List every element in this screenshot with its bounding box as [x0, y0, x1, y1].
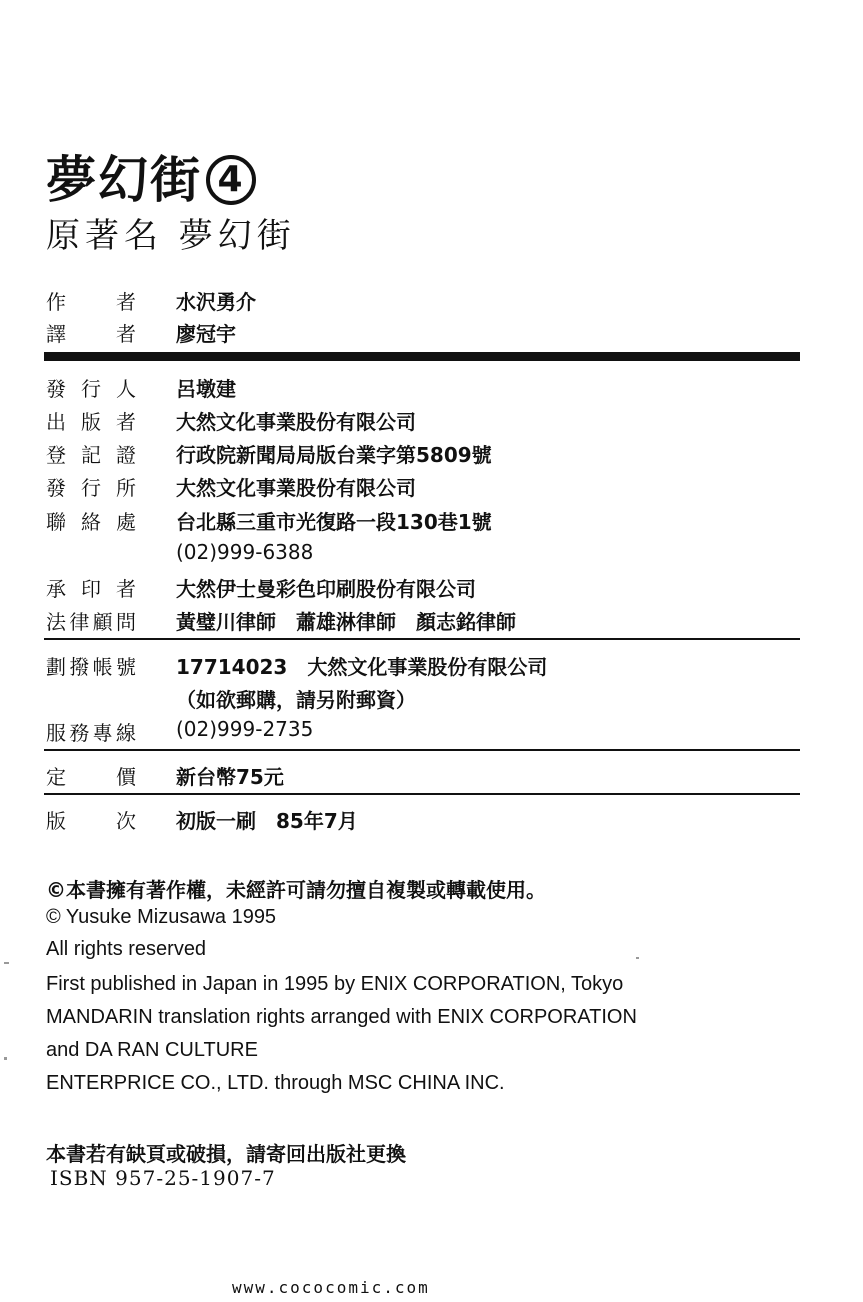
legal-counsel-value: 黃璧川律師 蕭雄淋律師 顏志銘律師: [176, 610, 516, 634]
price-value: 新台幣75元: [176, 765, 284, 789]
defect-notice: 本書若有缺頁或破損，請寄回出版社更換: [46, 1142, 406, 1166]
press-label: 出 版 者: [46, 410, 136, 434]
scan-speck: [4, 962, 9, 964]
service-line-value: (02)999-2735: [176, 717, 314, 741]
contact-label: 聯 絡 處: [46, 510, 136, 534]
registration-value: 行政院新聞局局版台業字第5809號: [176, 443, 492, 467]
copyright-line: © Yusuke Mizusawa 1995: [46, 906, 277, 928]
original-title: 原著名 夢幻街: [46, 216, 296, 256]
printer-label: 承 印 者: [46, 577, 136, 601]
divider-line-2: [44, 749, 800, 751]
footer-url: www.cococomic.com: [232, 1278, 430, 1297]
book-title-text: 夢幻街: [46, 151, 202, 209]
contact-phone-value: (02)999-6388: [176, 540, 314, 564]
copyright-line: First published in Japan in 1995 by ENIX CORPORATION, Tokyo: [46, 973, 624, 995]
price-label: 定 價: [46, 765, 136, 789]
press-value: 大然文化事業股份有限公司: [176, 410, 416, 434]
postal-account-label: 劃 撥 帳 號: [46, 655, 136, 679]
thick-divider: [44, 352, 800, 361]
isbn: ISBN 957-25-1907-7: [50, 1166, 276, 1190]
author-value: 水沢勇介: [176, 290, 256, 314]
book-title: [46, 140, 256, 212]
divider-line-3: [44, 793, 800, 795]
publisher-person-value: 呂墩建: [176, 377, 236, 401]
distributor-value: 大然文化事業股份有限公司: [176, 476, 416, 500]
distributor-label: 發 行 所: [46, 476, 136, 500]
copyright-line: MANDARIN translation rights arranged with ENIX CORPORATION: [46, 1006, 637, 1028]
registration-label: 登 記 證: [46, 443, 136, 467]
divider-line-1: [44, 638, 800, 640]
mail-order-note: （如欲郵購，請另附郵資）: [176, 688, 416, 712]
postal-account-value: 17714023 大然文化事業股份有限公司: [176, 655, 548, 679]
edition-label: 版 次: [46, 809, 136, 833]
scan-speck: [4, 1057, 7, 1060]
copyright-notice-zh: ©本書擁有著作權，未經許可請勿擅自複製或轉載使用。: [46, 878, 546, 902]
copyright-line: ENTERPRICE CO., LTD. through MSC CHINA INC.: [46, 1072, 505, 1094]
publisher-label: 發 行 人: [46, 377, 136, 401]
volume-number: 4: [206, 155, 256, 205]
author-label: 作 者: [46, 290, 136, 314]
copyright-line: All rights reserved: [46, 938, 207, 960]
translator-value: 廖冠宇: [176, 322, 236, 346]
contact-address-value: 台北縣三重市光復路一段130巷1號: [176, 510, 492, 534]
legal-counsel-label: 法 律 顧 問: [46, 610, 136, 634]
scan-speck: [636, 957, 639, 959]
translator-label: 譯 者: [46, 322, 136, 346]
edition-value: 初版一刷 85年7月: [176, 809, 358, 833]
printer-value: 大然伊士曼彩色印刷股份有限公司: [176, 577, 476, 601]
service-line-label: 服 務 專 線: [46, 721, 136, 745]
copyright-line: and DA RAN CULTURE: [46, 1039, 258, 1061]
